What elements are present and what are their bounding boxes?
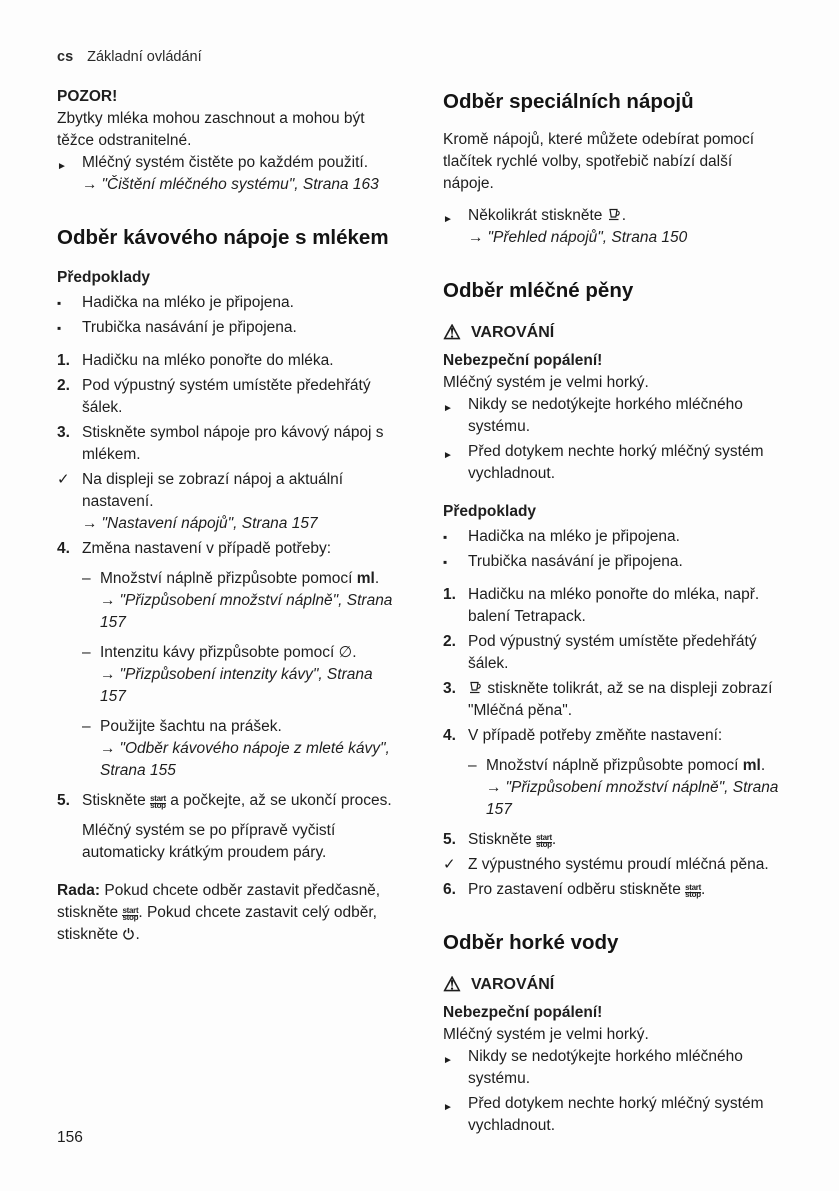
step-item	[443, 725, 787, 747]
action-arrow-icon: ►	[443, 1102, 453, 1113]
step-note: Mléčný systém se po přípravě vyčistí automaticky krátkým proudem páry.	[82, 822, 336, 861]
attention-block	[57, 86, 401, 196]
warning-body: Mléčný systém je velmi horký.	[443, 1026, 649, 1043]
ref-arrow-icon: →	[486, 779, 502, 796]
step-number: 2.	[443, 633, 456, 650]
content-columns	[57, 86, 787, 1140]
warning-action	[443, 1093, 787, 1137]
right-column	[443, 86, 787, 1140]
warning-action-text: Nikdy se nedotýkejte horkého mléčného systému.	[468, 396, 743, 435]
prerequisites-title: Předpoklady	[443, 503, 537, 520]
warning-subtitle: Nebezpeční popálení!	[443, 352, 603, 369]
step-text: Stiskněte	[468, 831, 532, 848]
prerequisite-text: Trubička nasávání je připojena.	[468, 553, 683, 570]
ref-arrow-icon: →	[100, 592, 116, 609]
ref-text: "Přizpůsobení intenzity kávy", Strana 157	[100, 666, 373, 705]
step-item	[57, 350, 401, 372]
warning-body: Mléčný systém je velmi horký.	[443, 374, 649, 391]
substep-item	[82, 716, 401, 782]
action-arrow-icon: ►	[443, 403, 453, 414]
action-arrow-icon: ►	[443, 450, 453, 461]
prerequisite-text: Trubička nasávání je připojena.	[82, 319, 297, 336]
section-title-coffee-milk: Odběr kávového nápoje s mlékem	[57, 226, 389, 249]
cross-reference	[100, 738, 401, 782]
action-arrow-icon: ►	[57, 161, 67, 172]
warning-triangle-icon: ⚠	[443, 322, 461, 344]
attention-body: Zbytky mléka mohou zaschnout a mohou být těžce odstranitelné.	[57, 110, 365, 149]
result-item	[57, 469, 401, 535]
dash-icon: –	[82, 718, 91, 735]
start-stop-button-icon: start stop	[122, 906, 139, 922]
step-number: 4.	[443, 727, 456, 744]
ref-text: "Přizpůsobení množství náplně", Strana 157	[100, 592, 393, 631]
step-text: Stiskněte symbol nápoje pro kávový nápoj s mlékem.	[82, 424, 384, 463]
coffee-strength-icon: ∅	[338, 644, 353, 661]
ref-text: "Čištění mléčného systému", Strana 163	[101, 176, 379, 193]
step-number: 3.	[443, 680, 456, 697]
substep-text: Množství náplně přizpůsobte pomocí	[486, 757, 739, 774]
warning-action	[443, 1046, 787, 1090]
ref-arrow-icon: →	[100, 740, 116, 757]
step-number: 5.	[443, 831, 456, 848]
ref-arrow-icon: →	[468, 229, 484, 246]
action-text: Několikrát stiskněte	[468, 207, 603, 224]
ref-arrow-icon: →	[100, 666, 116, 683]
ml-key-label: ml	[742, 757, 761, 774]
step-item: 5. Stiskněte start stop.	[443, 831, 557, 849]
cross-reference	[100, 664, 401, 708]
prerequisite-item	[57, 292, 401, 314]
dash-icon: –	[82, 644, 91, 661]
step-number: 1.	[57, 352, 70, 369]
section-title-milk-foam: Odběr mléčné pěny	[443, 279, 634, 302]
check-icon: ✓	[57, 471, 70, 488]
cross-reference	[486, 777, 787, 821]
section-body: Kromě nápojů, které můžete odebírat pomocí tlačítek rychlé volby, spotřebič nabízí další nápoje.	[443, 131, 755, 192]
attention-action	[57, 152, 401, 196]
warning-action	[443, 394, 787, 438]
prerequisite-item	[57, 317, 401, 339]
cross-reference	[82, 174, 401, 196]
warning-action-text: Před dotykem nechte horký mléčný systém vychladnout.	[468, 1095, 764, 1134]
tip-block: Rada: Pokud chcete odběr zastavit předčasně, stiskněte start stop. Pokud chcete zastavit celý odběr, stiskněte .	[57, 882, 381, 943]
start-stop-button-icon: start stop	[685, 883, 701, 899]
step-item	[57, 538, 401, 560]
substep-item: – Množství náplně přizpůsobte pomocí ml. → "Přizpůsobení množství náplně", Strana 157	[82, 568, 401, 634]
start-stop-button-icon: start stop	[150, 794, 166, 810]
substep-text: Použijte šachtu na prášek.	[100, 718, 282, 735]
warning-action-text: Před dotykem nechte horký mléčný systém vychladnout.	[468, 443, 764, 482]
step-number: 6.	[443, 881, 456, 898]
warning-triangle-icon: ⚠	[443, 974, 461, 996]
tip-text: Pokud chcete odběr zastavit předčasně, stiskněte	[57, 882, 381, 921]
ml-key-label: ml	[356, 570, 375, 587]
prerequisite-text: Hadička na mléko je připojena.	[468, 528, 680, 545]
drinks-button-icon	[607, 207, 622, 222]
ref-text: "Odběr kávového nápoje z mleté kávy", Strana 155	[100, 740, 390, 779]
step-text: Hadičku na mléko ponořte do mléka.	[82, 352, 334, 369]
check-icon: ✓	[443, 856, 456, 873]
warning-subtitle: Nebezpeční popálení!	[443, 1004, 603, 1021]
step-item	[57, 422, 401, 466]
prerequisites-title: Předpoklady	[57, 269, 151, 286]
substep-text: Množství náplně přizpůsobte pomocí	[100, 570, 353, 587]
bullet-square-icon: ▪	[443, 555, 448, 569]
ref-arrow-icon: →	[82, 176, 98, 193]
warning-action	[443, 441, 787, 485]
substep-text: Intenzitu kávy přizpůsobte pomocí	[100, 644, 335, 661]
action-item: ► Několikrát stiskněte . → "Přehled nápojů", Strana 150	[443, 205, 787, 249]
ref-text: "Přehled nápojů", Strana 150	[487, 229, 688, 246]
bullet-square-icon: ▪	[57, 296, 62, 310]
ref-text: "Přizpůsobení množství náplně", Strana 157	[486, 779, 779, 818]
warning-block	[443, 322, 787, 485]
action-arrow-icon: ►	[443, 1055, 453, 1066]
cross-reference	[82, 513, 401, 535]
result-text: Na displeji se zobrazí nápoj a aktuální nastavení.	[82, 471, 344, 510]
step-text: V případě potřeby změňte nastavení:	[468, 727, 723, 744]
warning-block	[443, 974, 787, 1137]
page-header	[57, 46, 202, 68]
page-number: 156	[57, 1129, 83, 1146]
step-item: 5. Stiskněte start stop a počkejte, až se ukončí proces.	[57, 792, 392, 810]
step-text: stiskněte tolikrát, až se na displeji zobrazí "Mléčná pěna".	[468, 680, 773, 719]
attention-title: POZOR!	[57, 88, 118, 105]
ref-arrow-icon: →	[82, 515, 98, 532]
language-code: cs	[57, 49, 74, 65]
cross-reference	[100, 590, 401, 634]
step-item	[57, 375, 401, 419]
prerequisite-text: Hadička na mléko je připojena.	[82, 294, 294, 311]
prerequisite-item	[443, 526, 787, 548]
section-title-special-drinks: Odběr speciálních nápojů	[443, 90, 694, 113]
ref-text: "Nastavení nápojů", Strana 157	[101, 515, 318, 532]
tip-label: Rada:	[57, 882, 101, 899]
prerequisite-item	[443, 551, 787, 573]
cross-reference	[468, 227, 787, 249]
result-item	[443, 854, 787, 876]
step-text: Pod výpustný systém umístěte předehřátý šálek.	[82, 377, 371, 416]
drinks-button-icon	[468, 680, 483, 695]
dash-icon: –	[82, 570, 91, 587]
result-text: Z výpustného systému proudí mléčná pěna.	[468, 856, 769, 873]
power-button-icon	[122, 927, 135, 941]
start-stop-button-icon: start stop	[536, 833, 552, 849]
attention-action-text: Mléčný systém čistěte po každém použití.	[82, 154, 369, 171]
step-item	[443, 631, 787, 675]
step-number: 1.	[443, 586, 456, 603]
step-text: Změna nastavení v případě potřeby:	[82, 540, 332, 557]
step-number: 4.	[57, 540, 70, 557]
substep-item: – Množství náplně přizpůsobte pomocí ml. → "Přizpůsobení množství náplně", Strana 157	[468, 755, 787, 821]
step-number: 3.	[57, 424, 70, 441]
left-column	[57, 86, 401, 1140]
section-title-hot-water: Odběr horké vody	[443, 931, 619, 954]
dash-icon: –	[468, 757, 477, 774]
step-item	[443, 584, 787, 628]
step-number: 2.	[57, 377, 70, 394]
warning-action-text: Nikdy se nedotýkejte horkého mléčného systému.	[468, 1048, 743, 1087]
chapter-title: Základní ovládání	[87, 49, 202, 65]
step-number: 5.	[57, 792, 70, 809]
step-item: 6. Pro zastavení odběru stiskněte start stop.	[443, 881, 706, 899]
bullet-square-icon: ▪	[443, 530, 448, 544]
bullet-square-icon: ▪	[57, 321, 62, 335]
step-text: Stiskněte	[82, 792, 146, 809]
substep-item: – Intenzitu kávy přizpůsobte pomocí ∅. → "Přizpůsobení intenzity kávy", Strana 157	[82, 642, 401, 708]
step-item	[443, 678, 787, 722]
action-arrow-icon: ►	[443, 214, 453, 225]
step-text: Hadičku na mléko ponořte do mléka, např. balení Tetrapack.	[468, 586, 760, 625]
step-text: Pro zastavení odběru stiskněte	[468, 881, 681, 898]
warning-title: VAROVÁNÍ	[470, 976, 555, 993]
warning-title: VAROVÁNÍ	[470, 324, 555, 341]
step-text: Pod výpustný systém umístěte předehřátý šálek.	[468, 633, 757, 672]
